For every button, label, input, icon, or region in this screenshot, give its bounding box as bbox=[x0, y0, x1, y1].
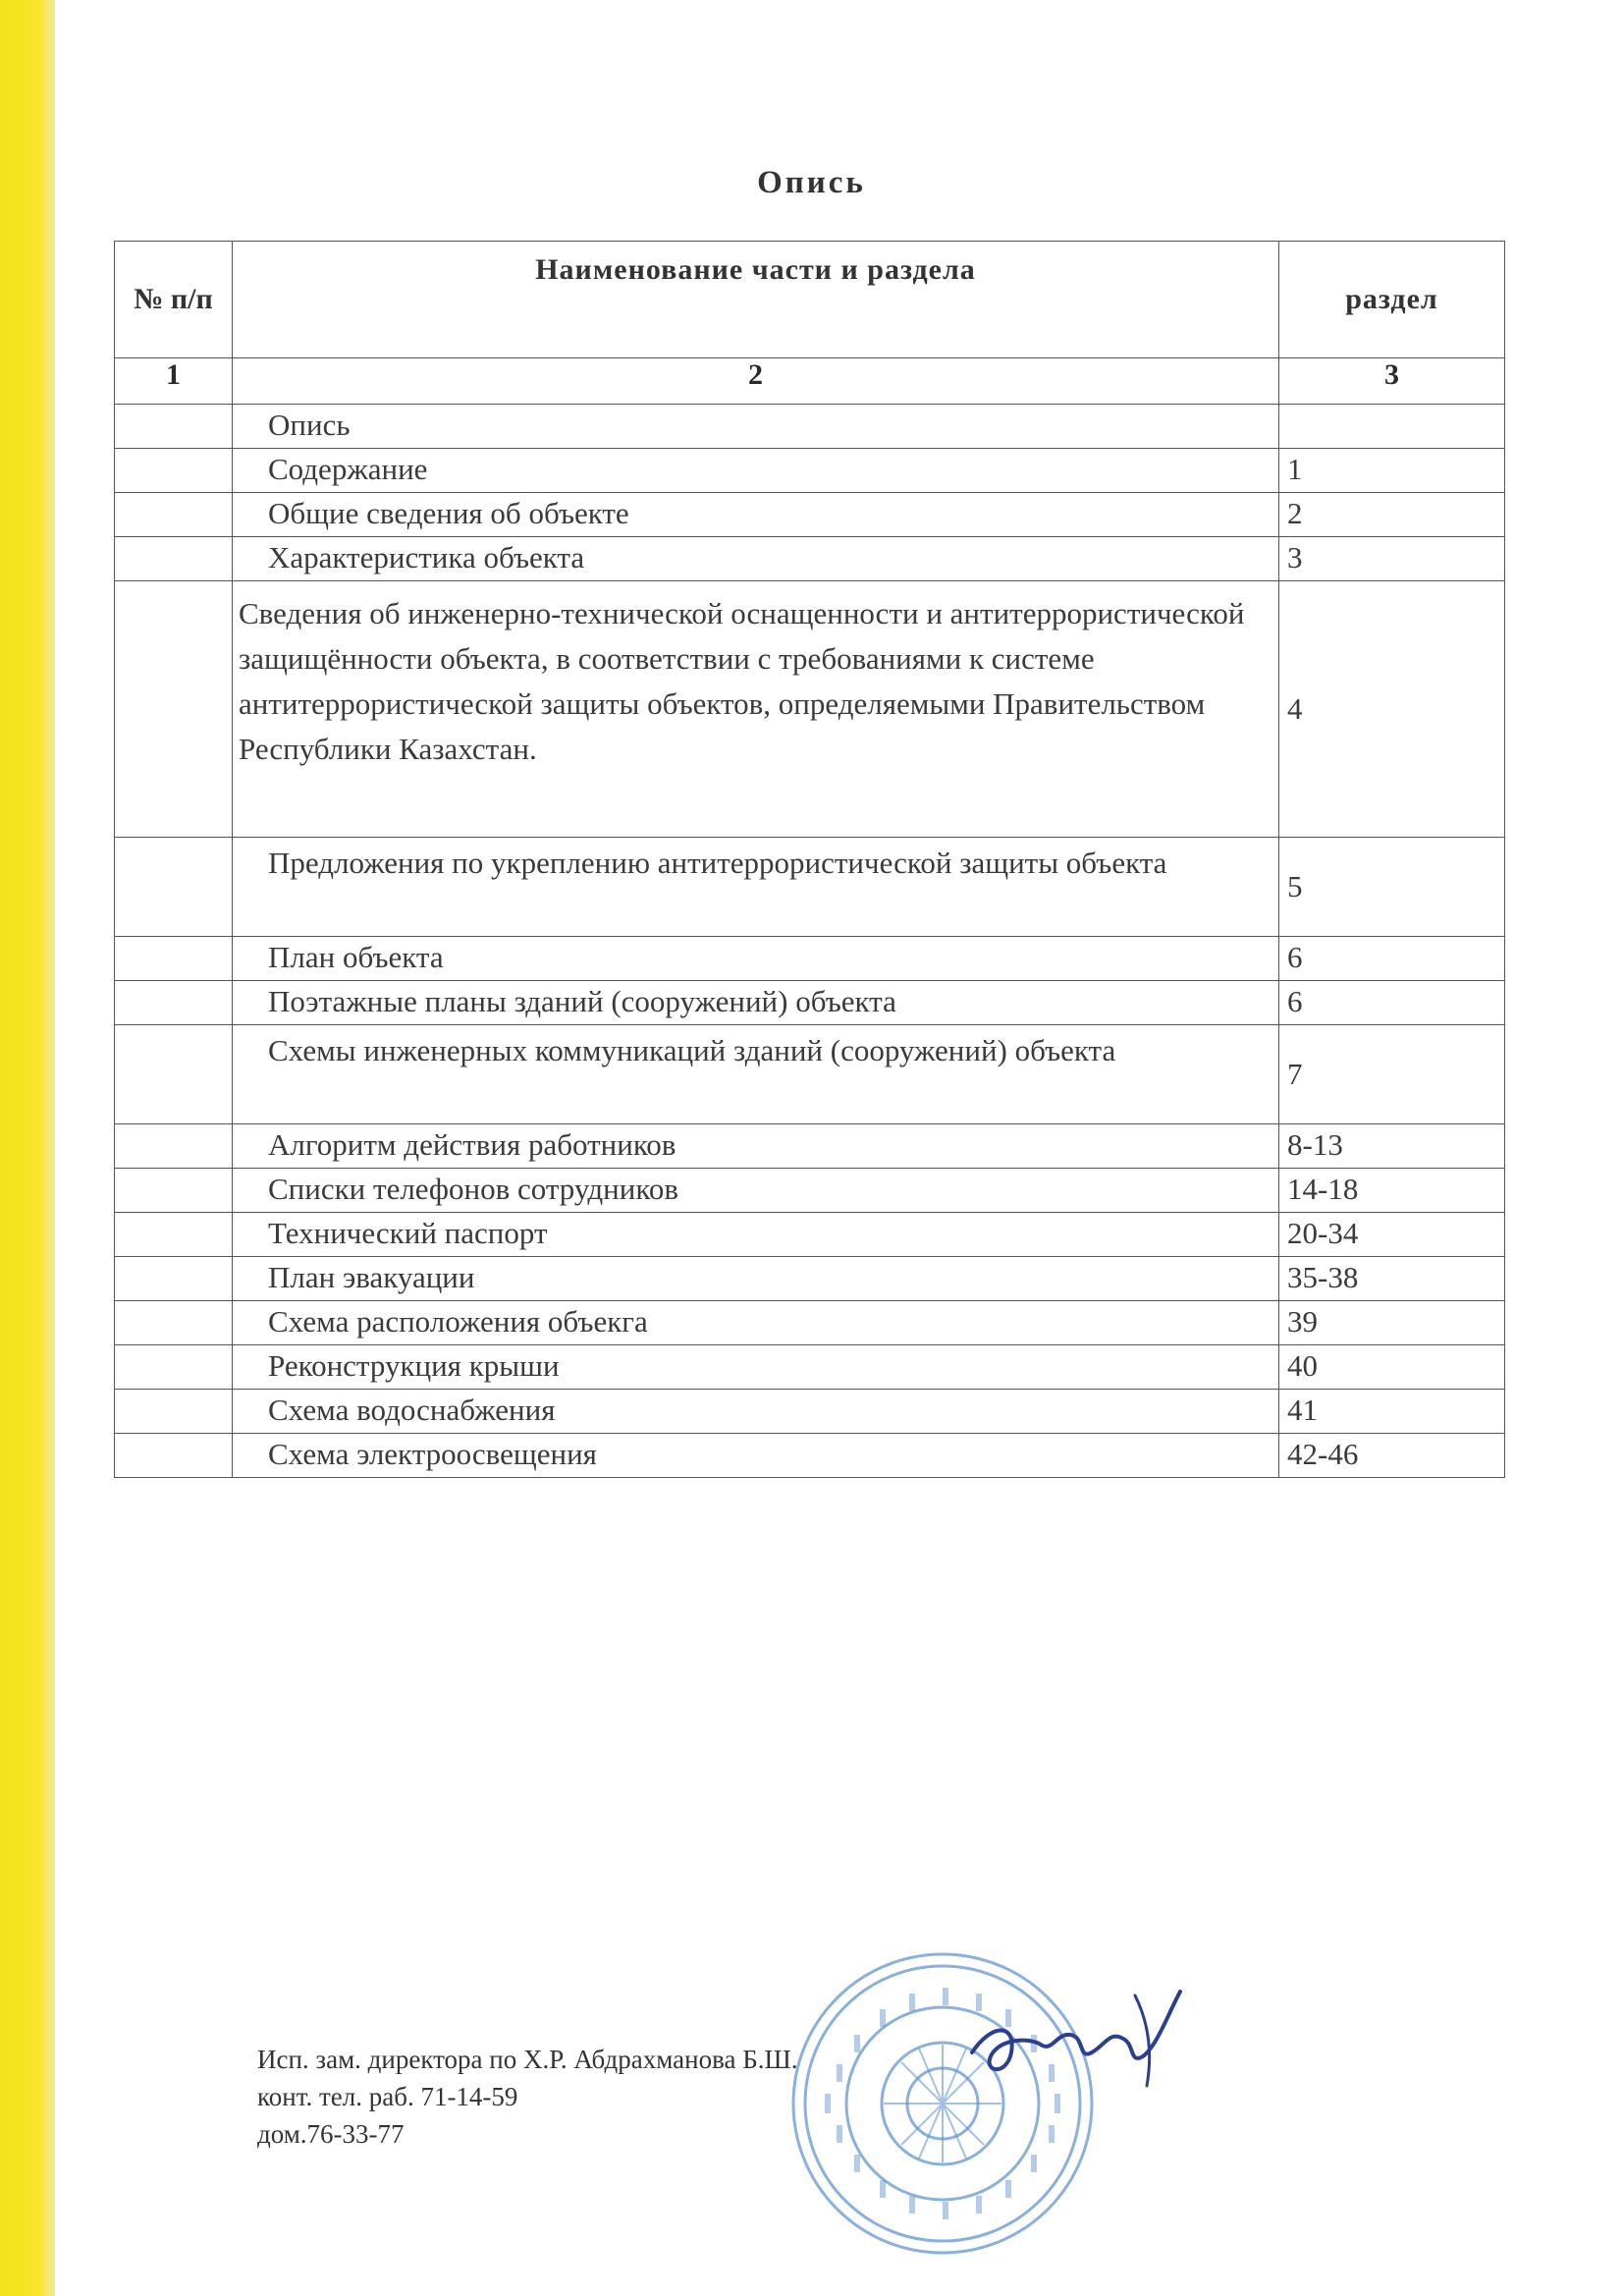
column-index-1: 1 bbox=[115, 358, 233, 405]
row-name-cell: План эвакуации bbox=[233, 1257, 1279, 1301]
row-number-cell bbox=[115, 1434, 233, 1478]
table-row bbox=[115, 937, 1505, 981]
row-name-cell: Сведения об инженерно-технической оснащенности и антитеррористической защищённости объекта, в соответствии с требованиями к системе антитеррористической защиты объектов, определяемыми Правительством Республики Казахстан. bbox=[233, 581, 1279, 838]
yellow-binding-strip bbox=[0, 0, 55, 2296]
row-name-cell: Технический паспорт bbox=[233, 1213, 1279, 1257]
header-name: Наименование части и раздела bbox=[233, 242, 1279, 358]
row-section-cell: 20-34 bbox=[1279, 1213, 1505, 1257]
row-number-cell bbox=[115, 1390, 233, 1434]
inventory-table bbox=[114, 241, 1505, 1478]
table-row bbox=[115, 1169, 1505, 1213]
table-row bbox=[115, 981, 1505, 1025]
row-section-cell: 40 bbox=[1279, 1345, 1505, 1390]
row-number-cell bbox=[115, 981, 233, 1025]
row-section-cell: 42-46 bbox=[1279, 1434, 1505, 1478]
table-header-row bbox=[115, 242, 1505, 358]
footer-work-phone: конт. тел. раб. 71-14-59 bbox=[257, 2082, 518, 2111]
table-row bbox=[115, 1124, 1505, 1169]
row-name-cell: Поэтажные планы зданий (сооружений) объекта bbox=[233, 981, 1279, 1025]
row-number-cell bbox=[115, 1301, 233, 1345]
row-name-cell: Содержание bbox=[233, 449, 1279, 493]
row-section-cell: 5 bbox=[1279, 838, 1505, 937]
row-section-cell bbox=[1279, 405, 1505, 449]
table-row bbox=[115, 537, 1505, 581]
row-name-cell: Алгоритм действия работников bbox=[233, 1124, 1279, 1169]
row-number-cell bbox=[115, 493, 233, 537]
row-name-cell: Схема расположения объекга bbox=[233, 1301, 1279, 1345]
table-row bbox=[115, 1257, 1505, 1301]
row-section-cell: 7 bbox=[1279, 1025, 1505, 1124]
footer-home-phone: дом.76-33-77 bbox=[257, 2119, 405, 2149]
row-name-cell: План объекта bbox=[233, 937, 1279, 981]
row-number-cell bbox=[115, 937, 233, 981]
row-number-cell bbox=[115, 1257, 233, 1301]
row-number-cell bbox=[115, 449, 233, 493]
header-section: раздел bbox=[1279, 242, 1505, 358]
row-number-cell bbox=[115, 1025, 233, 1124]
row-name-cell: Списки телефонов сотрудников bbox=[233, 1169, 1279, 1213]
row-section-cell: 6 bbox=[1279, 937, 1505, 981]
row-name-cell: Общие сведения об объекте bbox=[233, 493, 1279, 537]
row-name-cell: Опись bbox=[233, 405, 1279, 449]
table-row bbox=[115, 1213, 1505, 1257]
column-index-2: 2 bbox=[233, 358, 1279, 405]
row-name-cell: Характеристика объекта bbox=[233, 537, 1279, 581]
row-section-cell: 35-38 bbox=[1279, 1257, 1505, 1301]
row-name-cell: Предложения по укреплению антитеррористической защиты объекта bbox=[233, 838, 1279, 937]
row-number-cell bbox=[115, 1124, 233, 1169]
row-section-cell: 6 bbox=[1279, 981, 1505, 1025]
table-row bbox=[115, 581, 1505, 838]
row-number-cell bbox=[115, 537, 233, 581]
table-row bbox=[115, 405, 1505, 449]
row-name-cell: Схема водоснабжения bbox=[233, 1390, 1279, 1434]
row-number-cell bbox=[115, 1169, 233, 1213]
row-number-cell bbox=[115, 838, 233, 937]
table-row bbox=[115, 1301, 1505, 1345]
row-number-cell bbox=[115, 581, 233, 838]
row-section-cell: 2 bbox=[1279, 493, 1505, 537]
row-section-cell: 39 bbox=[1279, 1301, 1505, 1345]
row-section-cell: 3 bbox=[1279, 537, 1505, 581]
table-row bbox=[115, 838, 1505, 937]
row-section-cell: 1 bbox=[1279, 449, 1505, 493]
table-row bbox=[115, 493, 1505, 537]
row-name-cell: Схемы инженерных коммуникаций зданий (сооружений) объекта bbox=[233, 1025, 1279, 1124]
row-name-cell: Схема электроосвещения bbox=[233, 1434, 1279, 1478]
row-name-cell: Реконструкция крыши bbox=[233, 1345, 1279, 1390]
column-index-row bbox=[115, 358, 1505, 405]
row-number-cell bbox=[115, 405, 233, 449]
row-section-cell: 41 bbox=[1279, 1390, 1505, 1434]
table-row bbox=[115, 1434, 1505, 1478]
table-row bbox=[115, 1345, 1505, 1390]
table-row bbox=[115, 1025, 1505, 1124]
table-row bbox=[115, 1390, 1505, 1434]
row-number-cell bbox=[115, 1345, 233, 1390]
table-row bbox=[115, 449, 1505, 493]
row-section-cell: 8-13 bbox=[1279, 1124, 1505, 1169]
row-number-cell bbox=[115, 1213, 233, 1257]
signature-icon bbox=[962, 1984, 1188, 2102]
row-section-cell: 14-18 bbox=[1279, 1169, 1505, 1213]
footer-executor: Исп. зам. директора по Х.Р. Абдрахманова Б.Ш. bbox=[257, 2045, 798, 2074]
row-section-cell: 4 bbox=[1279, 581, 1505, 838]
header-number: № п/п bbox=[115, 242, 233, 358]
page-title: Опись bbox=[757, 165, 866, 200]
column-index-3: 3 bbox=[1279, 358, 1505, 405]
